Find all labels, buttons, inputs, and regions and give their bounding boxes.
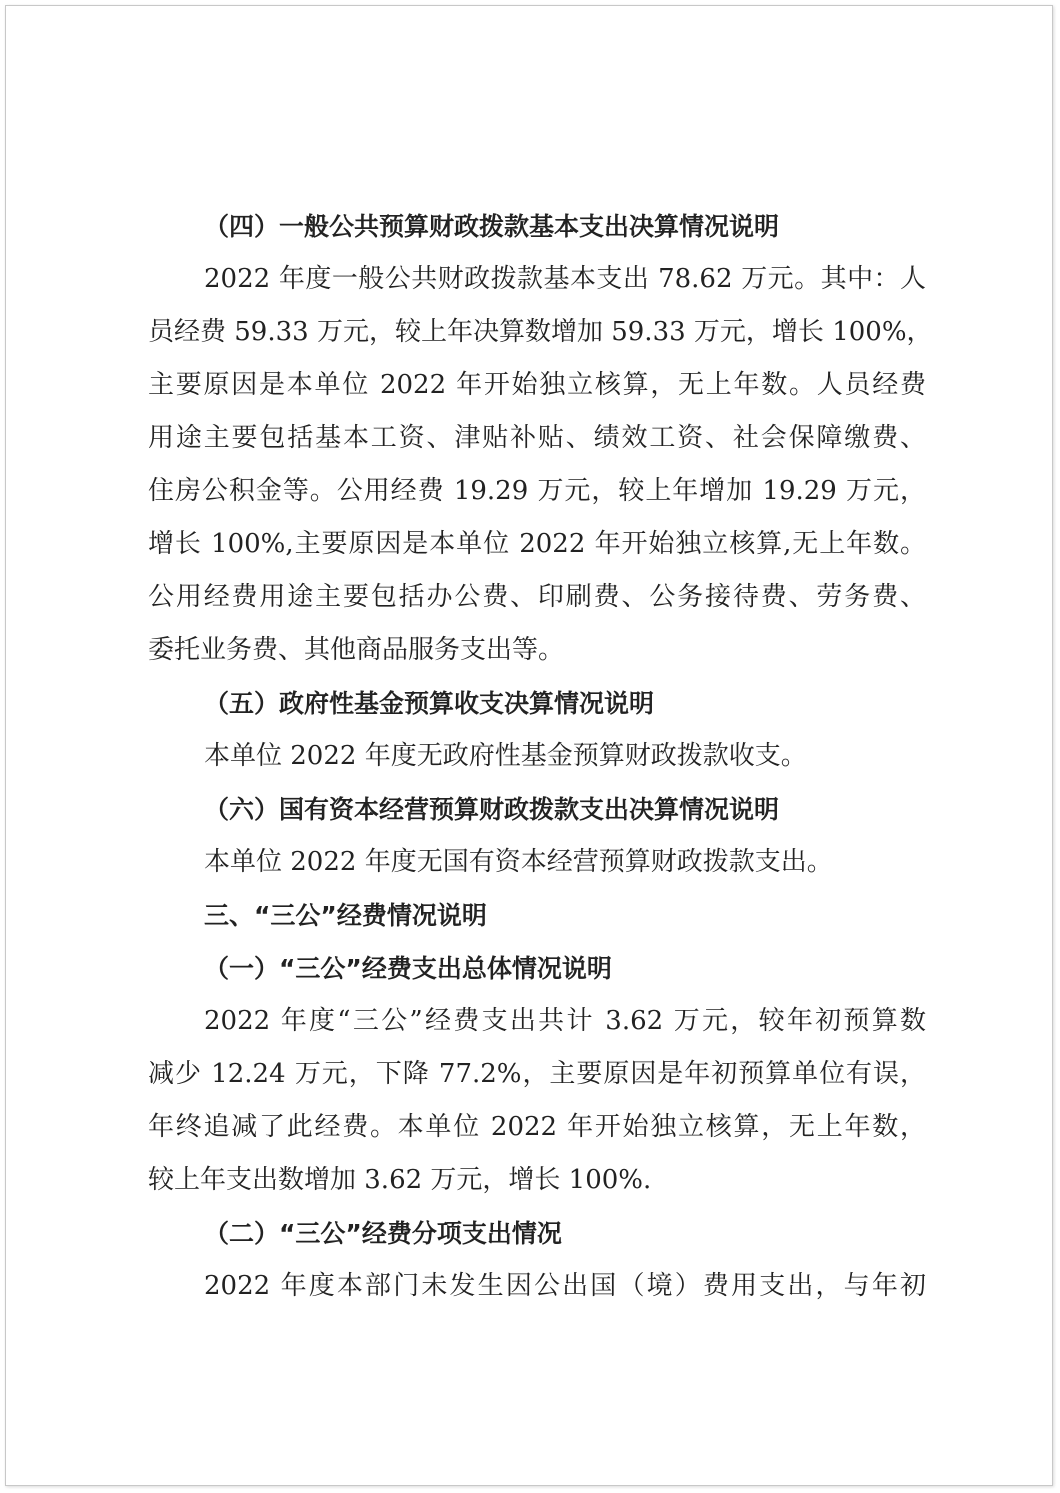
document-body: [148, 200, 933, 1313]
paragraph-line: 主要原因是本单位 2022 年开始独立核算，无上年数。人员经费: [148, 370, 926, 400]
paragraph-line: 2022 年度一般公共财政拨款基本支出 78.62 万元。其中：人: [204, 264, 926, 294]
section-heading-4: （四）一般公共预算财政拨款基本支出决算情况说明: [204, 212, 780, 241]
paragraph-line: 增长 100%,主要原因是本单位 2022 年开始独立核算,无上年数。: [148, 529, 926, 559]
subsection-heading-3-2: （二）“三公”经费分项支出情况: [204, 1219, 562, 1248]
paragraph-line: 员经费 59.33 万元，较上年决算数增加 59.33 万元，增长 100%，: [148, 317, 933, 347]
section-heading-5: （五）政府性基金预算收支决算情况说明: [204, 689, 655, 718]
subsection-heading-3-1: （一）“三公”经费支出总体情况说明: [204, 954, 612, 983]
paragraph-line: 本单位 2022 年度无国有资本经营预算财政拨款支出。: [204, 847, 833, 877]
section-heading-6: （六）国有资本经营预算财政拨款支出决算情况说明: [204, 795, 780, 824]
paragraph-line: 公用经费用途主要包括办公费、印刷费、公务接待费、劳务费、: [148, 582, 926, 612]
paragraph-line: 减少 12.24 万元，下降 77.2%，主要原因是年初预算单位有误，: [148, 1059, 926, 1089]
paragraph-line: 委托业务费、其他商品服务支出等。: [148, 635, 565, 665]
paragraph-line: 较上年支出数增加 3.62 万元，增长 100%.: [148, 1165, 652, 1195]
paragraph-line: 用途主要包括基本工资、津贴补贴、绩效工资、社会保障缴费、: [148, 423, 926, 453]
paragraph-line: 年终追减了此经费。本单位 2022 年开始独立核算，无上年数，: [148, 1112, 926, 1142]
paragraph-line: 2022 年度“三公”经费支出共计 3.62 万元，较年初预算数: [204, 1006, 926, 1036]
paragraph-line: 本单位 2022 年度无政府性基金预算财政拨款收支。: [204, 741, 807, 771]
paragraph-line: 2022 年度本部门未发生因公出国（境）费用支出，与年初: [204, 1271, 926, 1301]
document-page: [5, 5, 1053, 1486]
paragraph-line: 住房公积金等。公用经费 19.29 万元，较上年增加 19.29 万元，: [148, 476, 926, 506]
part-heading-3: 三、“三公”经费情况说明: [204, 901, 487, 930]
